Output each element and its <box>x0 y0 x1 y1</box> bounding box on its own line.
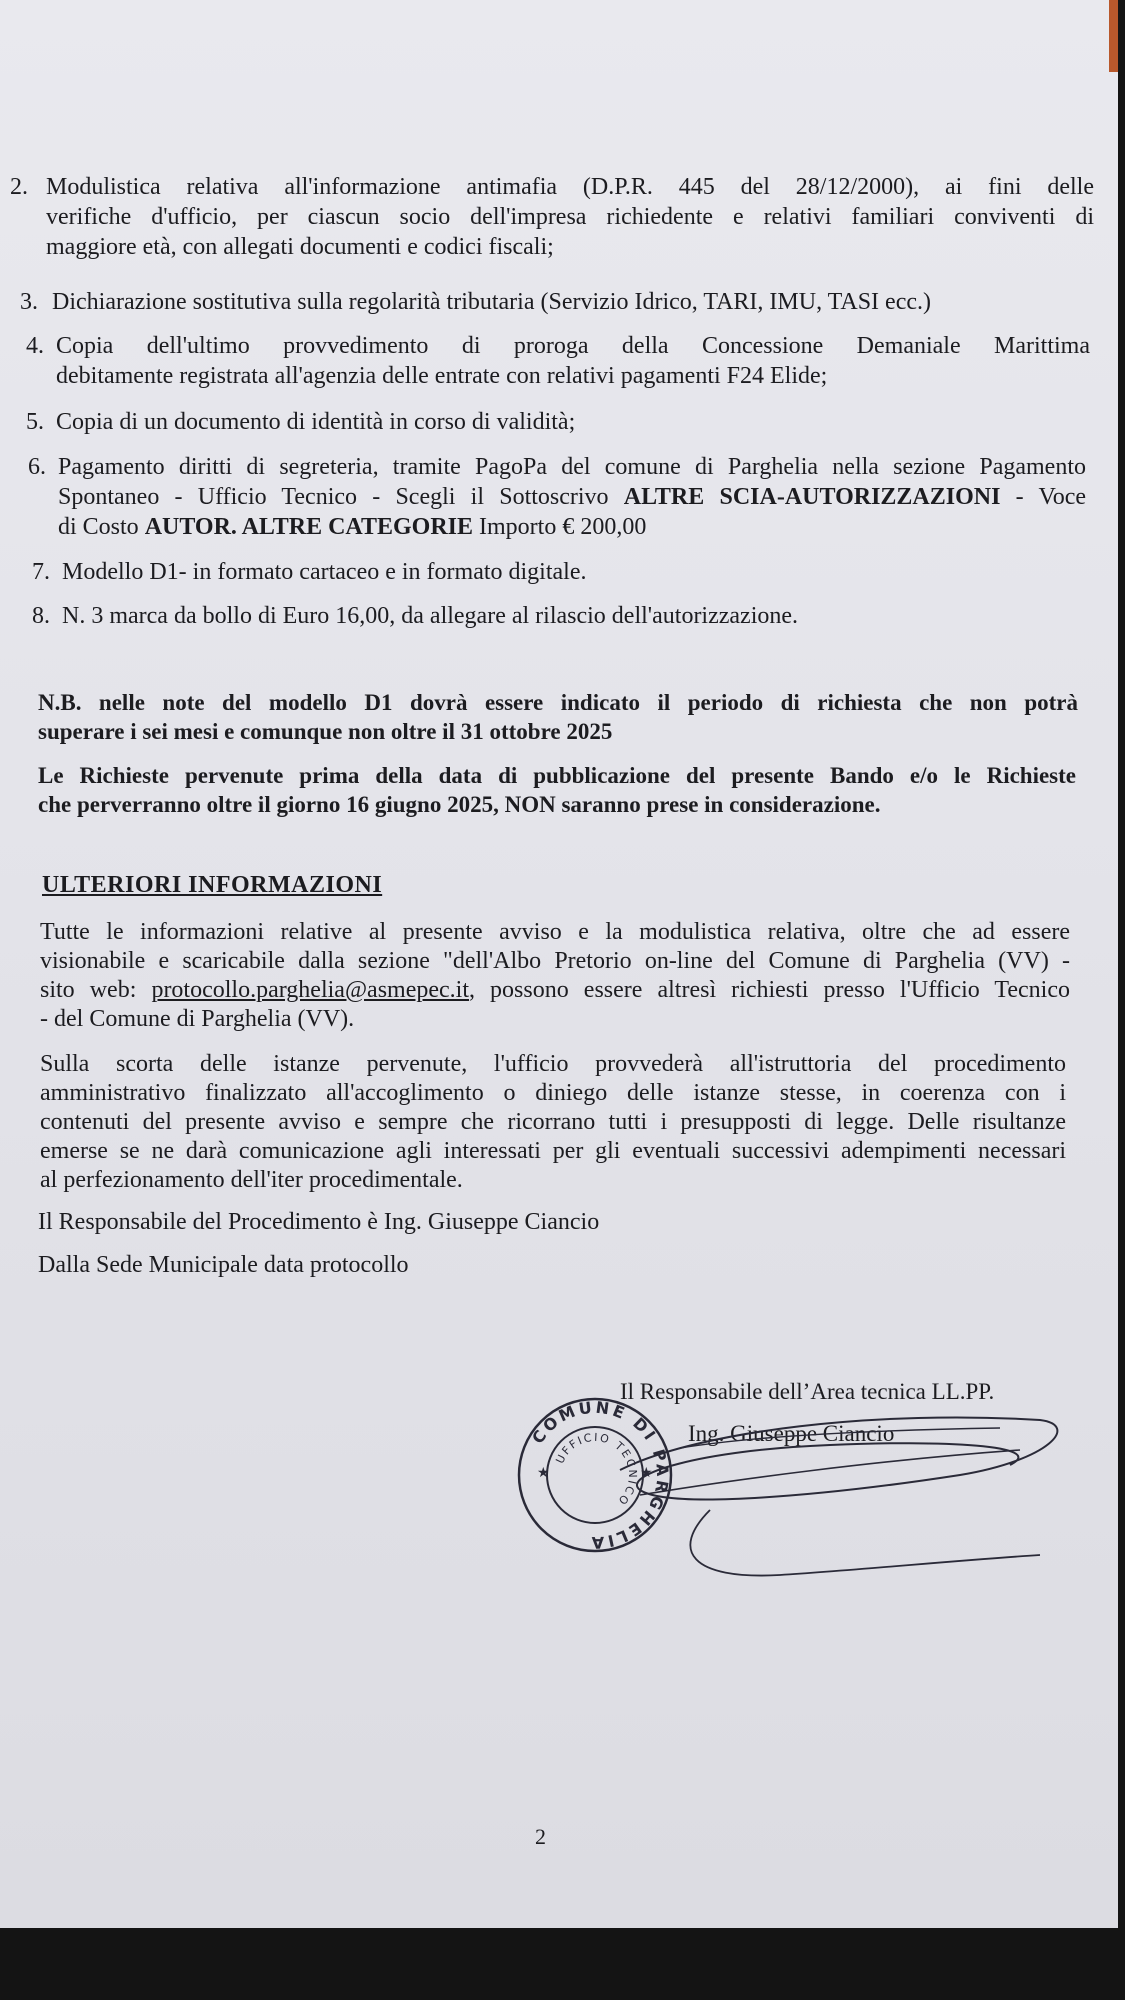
signature-title: Il Responsabile dell’Area tecnica LL.PP. <box>620 1379 995 1404</box>
sede-line: Dalla Sede Municipale data protocollo <box>38 1252 409 1278</box>
email-link[interactable]: protocollo.parghelia@asmepec.it <box>151 977 469 1003</box>
procedure-paragraph: Sulla scorta delle istanze pervenute, l'ufficio provvederà all'istruttoria del procedimento amministrativo finalizzato all'accoglimento o diniego delle istanze stesse, in coerenza con i contenuti del presente avviso e sempre che ricorrano tutti i presupposti di legge. Delle risultanze emerse se ne darà comunicazione agli interessati per gli eventuali successivi adempimenti necessari al perfezionamento dell'iter procedimentale. <box>40 1051 1066 1193</box>
svg-text:UFFICIO TECNICO: UFFICIO TECNICO <box>553 1430 640 1509</box>
responsabile-line: Il Responsabile del Procedimento è Ing. Giuseppe Ciancio <box>38 1209 600 1235</box>
list-item-number: 4. <box>26 333 44 359</box>
municipal-seal <box>515 1395 675 1555</box>
list-item: 2. Modulistica relativa all'informazione antimafia (D.P.R. 445 del 28/12/2000), ai fini delle verifiche d'ufficio, per ciascun socio dell'impresa richiedente e relativi familiari conviventi di maggiore età, con allegati documenti e codici fiscali; <box>10 174 1094 260</box>
info-paragraph: Tutte le informazioni relative al presente avviso e la modulistica relativa, oltre che ad essere visionabile e scaricabile dalla sezione "dell'Albo Pretorio on-line del Comune di Parghelia (VV) - sito web: protocollo.parghelia@asmepec.it, possono essere altresì richiesti presso l'Ufficio Tecnico - del Comune di Parghelia (VV). <box>40 919 1070 1032</box>
section-heading: ULTERIORI INFORMAZIONI <box>42 872 383 898</box>
page-number: 2 <box>535 1824 546 1849</box>
list-item: 3. Dichiarazione sostitutiva sulla regolarità tributaria (Servizio Idrico, TARI, IMU, TASI ecc.) <box>20 289 931 315</box>
list-item-number: 6. <box>28 454 46 480</box>
signature-name: Ing. Giuseppe Ciancio <box>688 1421 895 1446</box>
svg-text:COMUNE DI PARGHELIA: COMUNE DI PARGHELIA <box>528 1397 673 1553</box>
list-item-number: 5. <box>26 409 44 435</box>
list-item-number: 7. <box>32 559 50 585</box>
list-item-number: 3. <box>20 289 38 315</box>
page-edge-mark <box>1109 0 1118 72</box>
list-item: 4. Copia dell'ultimo provvedimento di proroga della Concessione Demaniale Marittima debitamente registrata all'agenzia delle entrate con relativi pagamenti F24 Elide; <box>26 333 1090 389</box>
list-item: 6. Pagamento diritti di segreteria, tramite PagoPa del comune di Parghelia nella sezione Pagamento Spontaneo - Ufficio Tecnico - Scegli il Sottoscrivo ALTRE SCIA-AUTORIZZAZIONI - Voce di Costo AUTOR. ALTRE CATEGORIE Importo € 200,00 <box>28 454 1086 540</box>
list-item: 7. Modello D1- in formato cartaceo e in formato digitale. <box>32 559 587 585</box>
svg-text:★: ★ <box>537 1465 550 1481</box>
list-item-number: 8. <box>32 603 50 629</box>
nb-note: N.B. nelle note del modello D1 dovrà essere indicato il periodo di richiesta che non potrà superare i sei mesi e comunque non oltre il 31 ottobre 2025 <box>38 690 1078 744</box>
svg-text:★: ★ <box>640 1465 653 1481</box>
deadline-note: Le Richieste pervenute prima della data di pubblicazione del presente Bando e/o le Richieste che perverranno oltre il giorno 16 giugno 2025, NON saranno prese in considerazione. <box>38 763 1076 817</box>
list-item: 5. Copia di un documento di identità in corso di validità; <box>26 409 576 435</box>
list-item: 8. N. 3 marca da bollo di Euro 16,00, da allegare al rilascio dell'autorizzazione. <box>32 603 799 629</box>
list-item-number: 2. <box>10 174 28 200</box>
